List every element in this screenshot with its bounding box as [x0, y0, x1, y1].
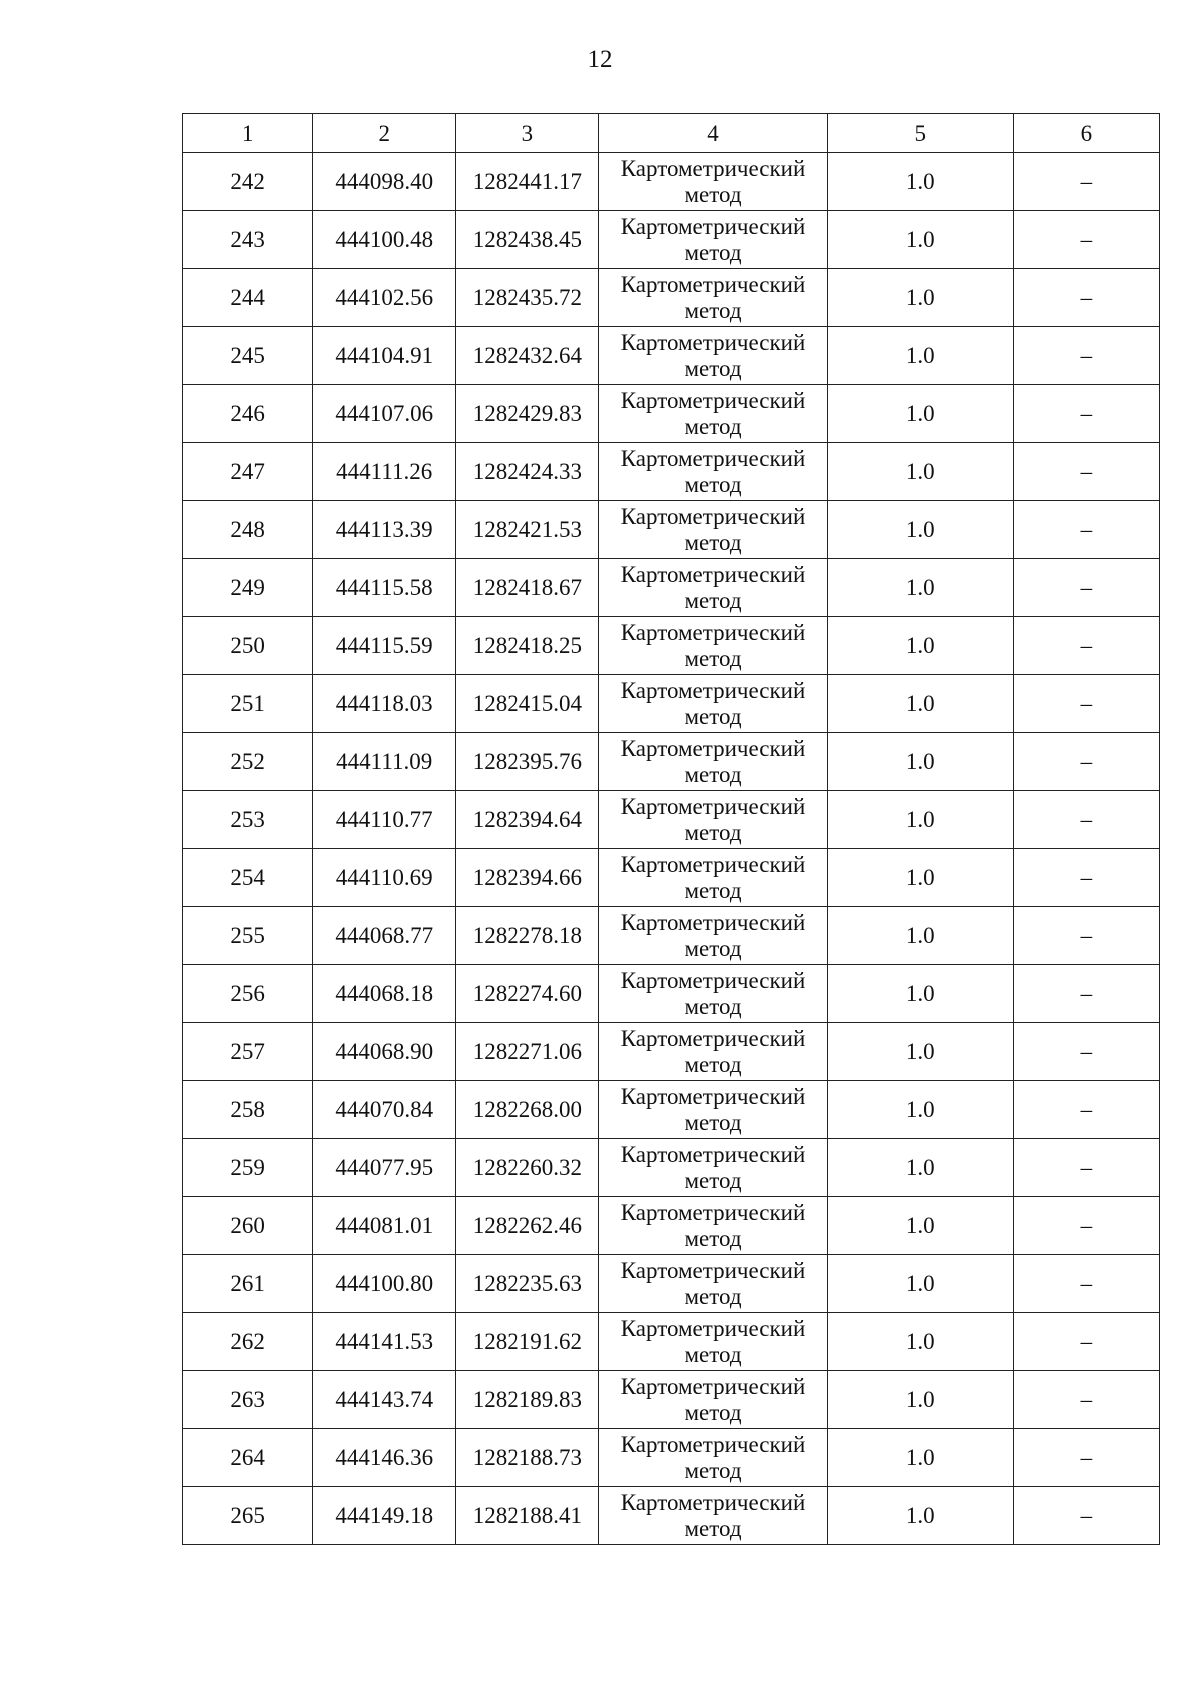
accuracy-cell: 1.0 — [827, 1023, 1013, 1081]
note-cell: – — [1013, 385, 1159, 443]
x-coordinate-cell: 444077.95 — [313, 1139, 456, 1197]
y-coordinate-cell: 1282415.04 — [456, 675, 599, 733]
method-cell — [599, 385, 827, 443]
method-text: Картометрический метод — [620, 851, 806, 903]
accuracy-cell: 1.0 — [827, 965, 1013, 1023]
accuracy-cell: 1.0 — [827, 849, 1013, 907]
accuracy-cell: 1.0 — [827, 443, 1013, 501]
method-text: Картометрический метод — [620, 445, 806, 497]
x-coordinate-cell: 444149.18 — [313, 1487, 456, 1545]
y-coordinate-cell: 1282260.32 — [456, 1139, 599, 1197]
method-cell — [599, 791, 827, 849]
note-cell: – — [1013, 965, 1159, 1023]
accuracy-cell: 1.0 — [827, 1371, 1013, 1429]
x-coordinate-cell: 444110.77 — [313, 791, 456, 849]
table-row — [183, 1023, 1160, 1081]
table-row — [183, 269, 1160, 327]
point-number-cell: 244 — [183, 269, 313, 327]
header-cell: 2 — [313, 114, 456, 153]
note-cell: – — [1013, 1313, 1159, 1371]
method-text: Картометрический метод — [620, 735, 806, 787]
point-number-cell: 259 — [183, 1139, 313, 1197]
y-coordinate-cell: 1282418.67 — [456, 559, 599, 617]
method-text: Картометрический метод — [620, 619, 806, 671]
note-cell: – — [1013, 559, 1159, 617]
accuracy-cell: 1.0 — [827, 791, 1013, 849]
method-text: Картометрический метод — [620, 1199, 806, 1251]
point-number-cell: 254 — [183, 849, 313, 907]
table-row — [183, 559, 1160, 617]
y-coordinate-cell: 1282271.06 — [456, 1023, 599, 1081]
x-coordinate-cell: 444111.26 — [313, 443, 456, 501]
method-cell — [599, 733, 827, 791]
note-cell: – — [1013, 1197, 1159, 1255]
method-text: Картометрический метод — [620, 1315, 806, 1367]
y-coordinate-cell: 1282395.76 — [456, 733, 599, 791]
note-cell: – — [1013, 153, 1159, 211]
table-row — [183, 1487, 1160, 1545]
point-number-cell: 245 — [183, 327, 313, 385]
method-text: Картометрический метод — [620, 1489, 806, 1541]
note-cell: – — [1013, 733, 1159, 791]
table-row — [183, 211, 1160, 269]
point-number-cell: 264 — [183, 1429, 313, 1487]
y-coordinate-cell: 1282424.33 — [456, 443, 599, 501]
method-cell — [599, 1197, 827, 1255]
y-coordinate-cell: 1282421.53 — [456, 501, 599, 559]
y-coordinate-cell: 1282274.60 — [456, 965, 599, 1023]
y-coordinate-cell: 1282394.66 — [456, 849, 599, 907]
method-cell — [599, 559, 827, 617]
x-coordinate-cell: 444070.84 — [313, 1081, 456, 1139]
accuracy-cell: 1.0 — [827, 733, 1013, 791]
page-number: 12 — [587, 46, 613, 73]
method-text: Картометрический метод — [620, 967, 806, 1019]
method-text: Картометрический метод — [620, 909, 806, 961]
accuracy-cell: 1.0 — [827, 1429, 1013, 1487]
y-coordinate-cell: 1282191.62 — [456, 1313, 599, 1371]
point-number-cell: 260 — [183, 1197, 313, 1255]
method-cell — [599, 327, 827, 385]
method-cell — [599, 965, 827, 1023]
accuracy-cell: 1.0 — [827, 385, 1013, 443]
note-cell: – — [1013, 617, 1159, 675]
y-coordinate-cell: 1282429.83 — [456, 385, 599, 443]
accuracy-cell: 1.0 — [827, 1081, 1013, 1139]
note-cell: – — [1013, 327, 1159, 385]
table-row — [183, 501, 1160, 559]
table-row — [183, 733, 1160, 791]
method-cell — [599, 675, 827, 733]
method-text: Картометрический метод — [620, 1257, 806, 1309]
accuracy-cell: 1.0 — [827, 211, 1013, 269]
header-cell: 3 — [456, 114, 599, 153]
point-number-cell: 261 — [183, 1255, 313, 1313]
y-coordinate-cell: 1282188.73 — [456, 1429, 599, 1487]
table-row — [183, 1371, 1160, 1429]
method-cell — [599, 1429, 827, 1487]
table-header-row — [183, 114, 1160, 153]
method-cell — [599, 1139, 827, 1197]
header-cell: 4 — [599, 114, 827, 153]
method-text: Картометрический метод — [620, 271, 806, 323]
method-text: Картометрический метод — [620, 1025, 806, 1077]
method-text: Картометрический метод — [620, 1373, 806, 1425]
note-cell: – — [1013, 1023, 1159, 1081]
method-cell — [599, 501, 827, 559]
x-coordinate-cell: 444100.48 — [313, 211, 456, 269]
accuracy-cell: 1.0 — [827, 1313, 1013, 1371]
note-cell: – — [1013, 849, 1159, 907]
table-row — [183, 385, 1160, 443]
y-coordinate-cell: 1282418.25 — [456, 617, 599, 675]
method-cell — [599, 617, 827, 675]
point-number-cell: 257 — [183, 1023, 313, 1081]
method-cell — [599, 269, 827, 327]
point-number-cell: 263 — [183, 1371, 313, 1429]
table-row — [183, 965, 1160, 1023]
point-number-cell: 265 — [183, 1487, 313, 1545]
note-cell: – — [1013, 211, 1159, 269]
table-row — [183, 1139, 1160, 1197]
coordinates-table — [182, 113, 1160, 1545]
method-text: Картометрический метод — [620, 329, 806, 381]
x-coordinate-cell: 444107.06 — [313, 385, 456, 443]
x-coordinate-cell: 444068.77 — [313, 907, 456, 965]
note-cell: – — [1013, 1487, 1159, 1545]
note-cell: – — [1013, 1429, 1159, 1487]
note-cell: – — [1013, 1371, 1159, 1429]
y-coordinate-cell: 1282438.45 — [456, 211, 599, 269]
accuracy-cell: 1.0 — [827, 675, 1013, 733]
method-cell — [599, 443, 827, 501]
method-cell — [599, 1371, 827, 1429]
method-text: Картометрический метод — [620, 677, 806, 729]
point-number-cell: 262 — [183, 1313, 313, 1371]
x-coordinate-cell: 444113.39 — [313, 501, 456, 559]
table-row — [183, 327, 1160, 385]
point-number-cell: 258 — [183, 1081, 313, 1139]
point-number-cell: 255 — [183, 907, 313, 965]
method-cell — [599, 1255, 827, 1313]
x-coordinate-cell: 444146.36 — [313, 1429, 456, 1487]
note-cell: – — [1013, 1081, 1159, 1139]
method-text: Картометрический метод — [620, 793, 806, 845]
table-row — [183, 1313, 1160, 1371]
point-number-cell: 247 — [183, 443, 313, 501]
accuracy-cell: 1.0 — [827, 559, 1013, 617]
y-coordinate-cell: 1282188.41 — [456, 1487, 599, 1545]
x-coordinate-cell: 444100.80 — [313, 1255, 456, 1313]
x-coordinate-cell: 444115.58 — [313, 559, 456, 617]
note-cell: – — [1013, 1139, 1159, 1197]
point-number-cell: 251 — [183, 675, 313, 733]
method-text: Картометрический метод — [620, 387, 806, 439]
table-row — [183, 443, 1160, 501]
accuracy-cell: 1.0 — [827, 1487, 1013, 1545]
y-coordinate-cell: 1282235.63 — [456, 1255, 599, 1313]
point-number-cell: 252 — [183, 733, 313, 791]
point-number-cell: 243 — [183, 211, 313, 269]
point-number-cell: 248 — [183, 501, 313, 559]
note-cell: – — [1013, 1255, 1159, 1313]
accuracy-cell: 1.0 — [827, 153, 1013, 211]
x-coordinate-cell: 444098.40 — [313, 153, 456, 211]
accuracy-cell: 1.0 — [827, 1197, 1013, 1255]
y-coordinate-cell: 1282268.00 — [456, 1081, 599, 1139]
accuracy-cell: 1.0 — [827, 501, 1013, 559]
point-number-cell: 256 — [183, 965, 313, 1023]
table-row — [183, 849, 1160, 907]
point-number-cell: 250 — [183, 617, 313, 675]
table-row — [183, 791, 1160, 849]
point-number-cell: 246 — [183, 385, 313, 443]
method-cell — [599, 907, 827, 965]
x-coordinate-cell: 444081.01 — [313, 1197, 456, 1255]
header-cell: 5 — [827, 114, 1013, 153]
method-cell — [599, 1487, 827, 1545]
table-row — [183, 675, 1160, 733]
y-coordinate-cell: 1282262.46 — [456, 1197, 599, 1255]
method-cell — [599, 153, 827, 211]
y-coordinate-cell: 1282435.72 — [456, 269, 599, 327]
method-text: Картометрический метод — [620, 155, 806, 207]
x-coordinate-cell: 444143.74 — [313, 1371, 456, 1429]
method-text: Картометрический метод — [620, 1141, 806, 1193]
table-row — [183, 1081, 1160, 1139]
x-coordinate-cell: 444102.56 — [313, 269, 456, 327]
table-row — [183, 617, 1160, 675]
method-cell — [599, 1023, 827, 1081]
accuracy-cell: 1.0 — [827, 1139, 1013, 1197]
x-coordinate-cell: 444111.09 — [313, 733, 456, 791]
method-text: Картометрический метод — [620, 1083, 806, 1135]
x-coordinate-cell: 444068.18 — [313, 965, 456, 1023]
y-coordinate-cell: 1282432.64 — [456, 327, 599, 385]
accuracy-cell: 1.0 — [827, 1255, 1013, 1313]
point-number-cell: 253 — [183, 791, 313, 849]
note-cell: – — [1013, 269, 1159, 327]
table-row — [183, 1429, 1160, 1487]
table-row — [183, 1197, 1160, 1255]
method-text: Картометрический метод — [620, 1431, 806, 1483]
note-cell: – — [1013, 501, 1159, 559]
table-row — [183, 153, 1160, 211]
note-cell: – — [1013, 675, 1159, 733]
note-cell: – — [1013, 791, 1159, 849]
method-text: Картометрический метод — [620, 561, 806, 613]
y-coordinate-cell: 1282278.18 — [456, 907, 599, 965]
table-row — [183, 1255, 1160, 1313]
header-cell: 6 — [1013, 114, 1159, 153]
method-cell — [599, 211, 827, 269]
accuracy-cell: 1.0 — [827, 617, 1013, 675]
x-coordinate-cell: 444068.90 — [313, 1023, 456, 1081]
method-text: Картометрический метод — [620, 213, 806, 265]
method-cell — [599, 1081, 827, 1139]
note-cell: – — [1013, 443, 1159, 501]
y-coordinate-cell: 1282394.64 — [456, 791, 599, 849]
method-cell — [599, 1313, 827, 1371]
accuracy-cell: 1.0 — [827, 269, 1013, 327]
y-coordinate-cell: 1282189.83 — [456, 1371, 599, 1429]
method-text: Картометрический метод — [620, 503, 806, 555]
note-cell: – — [1013, 907, 1159, 965]
y-coordinate-cell: 1282441.17 — [456, 153, 599, 211]
table-body — [183, 114, 1160, 1545]
x-coordinate-cell: 444141.53 — [313, 1313, 456, 1371]
header-cell: 1 — [183, 114, 313, 153]
table-row — [183, 907, 1160, 965]
accuracy-cell: 1.0 — [827, 327, 1013, 385]
x-coordinate-cell: 444118.03 — [313, 675, 456, 733]
method-cell — [599, 849, 827, 907]
x-coordinate-cell: 444104.91 — [313, 327, 456, 385]
point-number-cell: 249 — [183, 559, 313, 617]
accuracy-cell: 1.0 — [827, 907, 1013, 965]
x-coordinate-cell: 444110.69 — [313, 849, 456, 907]
x-coordinate-cell: 444115.59 — [313, 617, 456, 675]
point-number-cell: 242 — [183, 153, 313, 211]
